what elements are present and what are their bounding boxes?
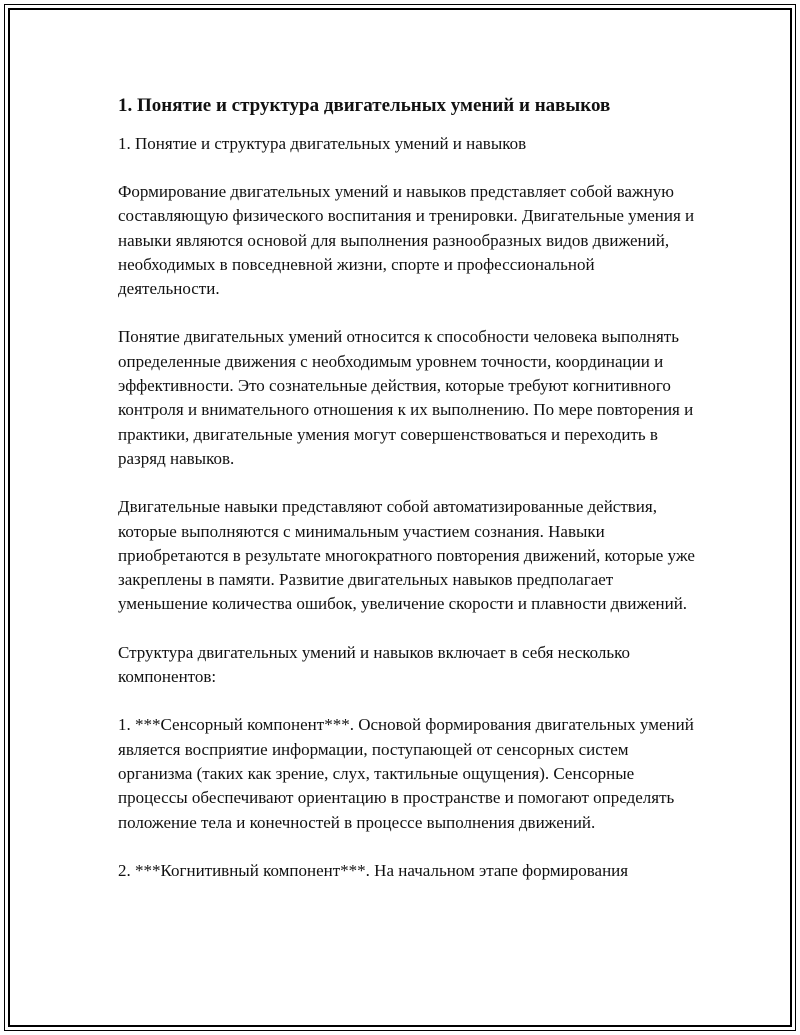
paragraph-structure: Структура двигательных умений и навыков включает в себя несколько компонентов: [118, 642, 631, 687]
paragraph-intro: Формирование двигательных умений и навыков представляет собой важную составляющую физического воспитания и тренировки. Двигательные умения и навыки являются основой для выполнения разнообразных видов движений, необходимых в повседневной жизни, спорте и профессиональной деятельности. [118, 182, 695, 299]
document-title: 1. Понятие и структура двигательных умений и навыков [118, 95, 611, 116]
paragraph-sensory-component: 1. ***Сенсорный компонент***. Основой формирования двигательных умений является восприятие информации, поступающей от сенсорных систем организма (таких как зрение, слух, тактильные ощущения). Сенсорные процессы обеспечивают ориентацию в пространстве и помогают определять положение тела и конечностей в процессе выполнения движений. [118, 715, 694, 832]
paragraph-motor-abilities: Понятие двигательных умений относится к способности человека выполнять определенные движения с необходимым уровнем точности, координации и эффективности. Это сознательные действия, которые требуют когнитивного контроля и внимательного отношения к их выполнению. По мере повторения и практики, двигательные умения могут совершенствоваться и переходить в разряд навыков. [118, 327, 694, 468]
document-body [118, 94, 698, 883]
document-subtitle: 1. Понятие и структура двигательных умений и навыков [118, 134, 527, 153]
paragraph-cognitive-component: 2. ***Когнитивный компонент***. На начальном этапе формирования [118, 860, 629, 880]
paragraph-motor-skills: Двигательные навыки представляют собой автоматизированные действия, которые выполняются с минимальным участием сознания. Навыки приобретаются в результате многократного повторения движений, которые уже закреплены в памяти. Развитие двигательных навыков предполагает уменьшение количества ошибок, увеличение скорости и плавности движений. [118, 497, 695, 614]
